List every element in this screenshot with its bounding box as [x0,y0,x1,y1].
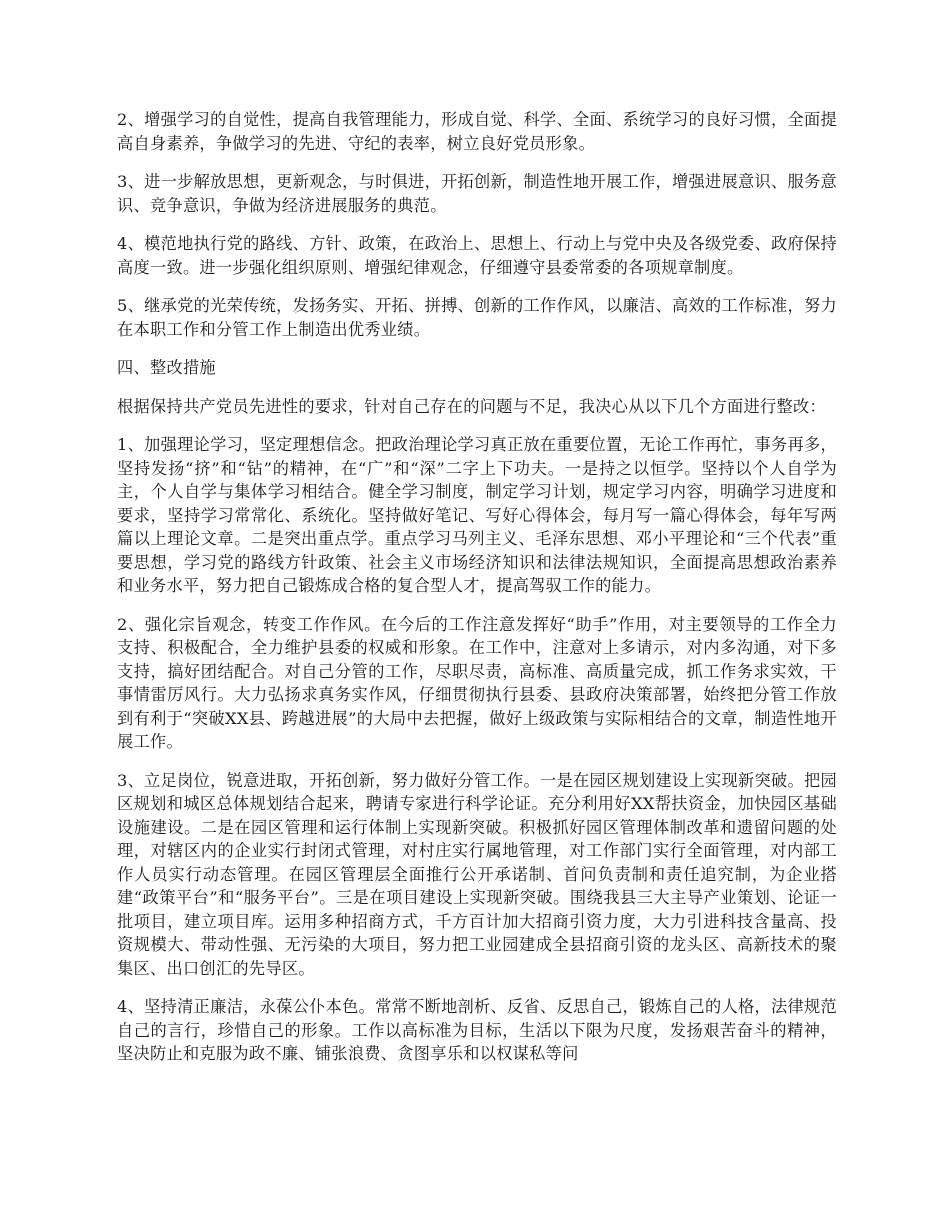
paragraph-goal-5: 5、继承党的光荣传统，发扬务实、开拓、拼搏、创新的工作作风，以廉洁、高效的工作标准，努力在本职工作和分管工作上制造出优秀业绩。 [117,296,837,339]
paragraph-measure-3: 3、立足岗位，锐意进取，开拓创新，努力做好分管工作。一是在园区规划建设上实现新突破。把园区规划和城区总体规划结合起来，聘请专家进行科学论证。充分利用好XX帮扶资金，加快园区基础设施建设。二是在园区管理和运行体制上实现新突破。积极抓好园区管理体制改革和遗留问题的处理，对辖区内的企业实行封闭式管理，对村庄实行属地管理，对工作部门实行全面管理，对内部工作人员实行动态管理。在园区管理层全面推行公开承诺制、首问负责制和责任追究制，为企业搭建“政策平台”和“服务平台”。三是在项目建设上实现新突破。围绕我县三大主导产业策划、论证一批项目，建立项目库。运用多种招商方式，千方百计加大招商引资力度，大力引进科技含量高、投资规模大、带动性强、无污染的大项目，努力把工业园建成全县招商引资的龙头区、高新技术的聚集区、出口创汇的先导区。 [117,770,837,978]
paragraph-goal-3: 3、进一步解放思想，更新观念，与时俱进，开拓创新，制造性地开展工作，增强进展意识、服务意识、竞争意识，争做为经济进展服务的典范。 [117,172,837,215]
paragraph-goal-2: 2、增强学习的自觉性，提高自我管理能力，形成自觉、科学、全面、系统学习的良好习惯，全面提高自身素养，争做学习的先进、守纪的表率，树立良好党员形象。 [117,110,837,153]
paragraph-goal-4: 4、模范地执行党的路线、方针、政策，在政治上、思想上、行动上与党中央及各级党委、政府保持高度一致。进一步强化组织原则、增强纪律观念，仔细遵守县委常委的各项规章制度。 [117,234,837,277]
paragraph-measure-2: 2、强化宗旨观念，转变工作作风。在今后的工作注意发挥好“助手”作用，对主要领导的工作全力支持、积极配合，全力维护县委的权威和形象。在工作中，注意对上多请示，对内多沟通，对下多支持，搞好团结配合。对自己分管的工作，尽职尽责，高标准、高质量完成，抓工作务求实效，干事情雷厉风行。大力弘扬求真务实作风，仔细贯彻执行县委、县政府决策部署，始终把分管工作放到有利于“突破XX县、跨越进展”的大局中去把握，做好上级政策与实际相结合的文章，制造性地开展工作。 [117,614,837,751]
paragraph-intro: 根据保持共产党员先进性的要求，针对自己存在的问题与不足，我决心从以下几个方面进行整改： [117,396,826,416]
section-heading-rectification: 四、整改措施 [117,358,216,377]
paragraph-measure-1: 1、加强理论学习，坚定理想信念。把政治理论学习真正放在重要位置，无论工作再忙，事务再多，坚持发扬“挤”和“钻”的精神，在“广”和“深”二字上下功夫。一是持之以恒学。坚持以个人自学为主，个人自学与集体学习相结合。健全学习制度，制定学习计划，规定学习内容，明确学习进度和要求，坚持学习常常化、系统化。坚持做好笔记、写好心得体会，每月写一篇心得体会，每年写两篇以上理论文章。二是突出重点学。重点学习马列主义、毛泽东思想、邓小平理论和“三个代表”重要思想，学习党的路线方针政策、社会主义市场经济知识和法律法规知识，全面提高思想政治素养和业务水平，努力把自己锻炼成合格的复合型人才，提高驾驭工作的能力。 [117,435,837,595]
paragraph-measure-4: 4、坚持清正廉洁，永葆公仆本色。常常不断地剖析、反省、反思自己，锻炼自己的人格，法律规范自己的言行，珍惜自己的形象。工作以高标准为目标，生活以下限为尺度，发扬艰苦奋斗的精神，坚决防止和克服为政不廉、铺张浪费、贪图享乐和以权谋私等问 [117,997,837,1063]
document-body [117,108,837,1081]
